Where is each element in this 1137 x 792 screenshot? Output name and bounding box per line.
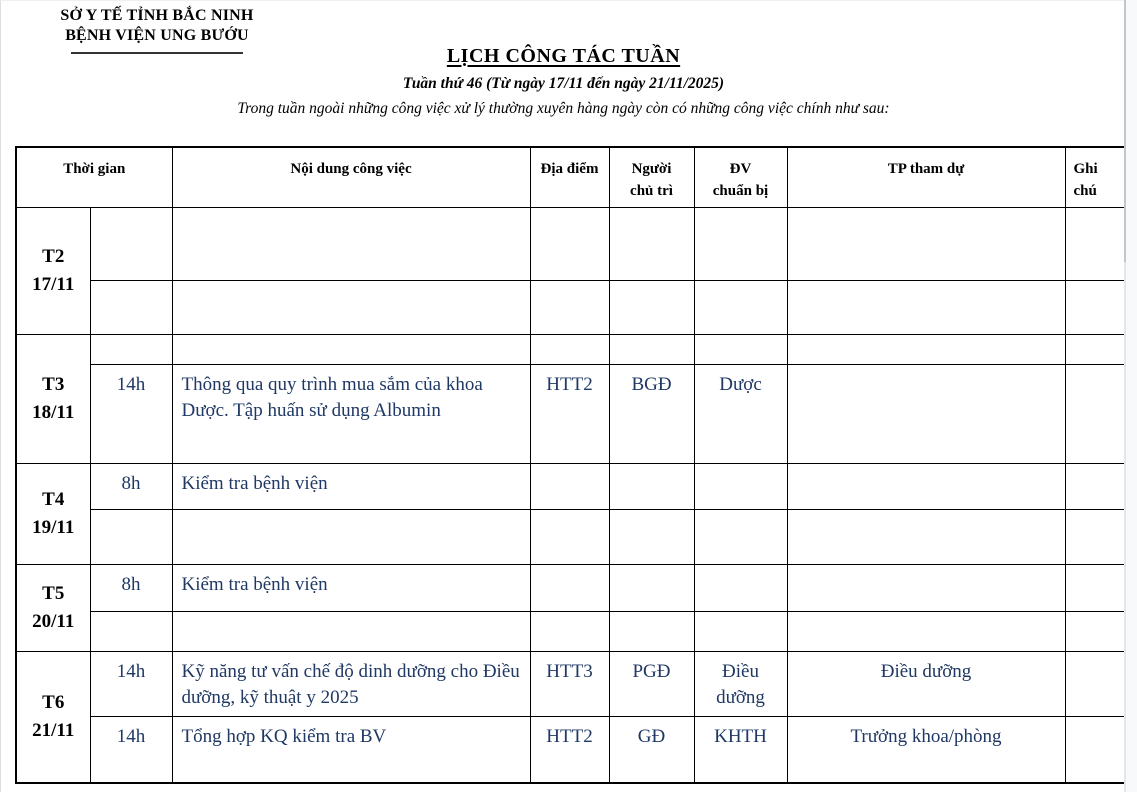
prep-cell: Dược bbox=[694, 364, 787, 463]
col-header-attendees: TP tham dự bbox=[787, 147, 1065, 207]
attendees-cell bbox=[787, 463, 1065, 509]
time-cell bbox=[90, 207, 172, 280]
content-cell bbox=[172, 334, 530, 364]
table-row bbox=[16, 564, 1125, 611]
chair-cell bbox=[609, 334, 694, 364]
attendees-cell bbox=[787, 207, 1065, 280]
time-cell bbox=[90, 280, 172, 334]
day-label: T2 bbox=[42, 245, 65, 267]
col-header-prep bbox=[694, 147, 787, 207]
table-header-row bbox=[16, 147, 1125, 207]
day-cell-t6 bbox=[16, 651, 90, 783]
notes-cell bbox=[1065, 463, 1125, 509]
col-header-content: Nội dung công việc bbox=[172, 147, 530, 207]
col-header-notes bbox=[1065, 147, 1125, 207]
col-header-chair-line2: chủ trì bbox=[630, 183, 673, 199]
day-date: 19/11 bbox=[32, 516, 75, 538]
notes-cell bbox=[1065, 564, 1125, 611]
content-cell bbox=[172, 207, 530, 280]
org-name-line2: BỆNH VIỆN UNG BƯỚU bbox=[65, 27, 249, 44]
location-cell: HTT2 bbox=[530, 364, 609, 463]
prep-cell: KHTH bbox=[694, 716, 787, 783]
attendees-cell bbox=[787, 280, 1065, 334]
notes-cell bbox=[1065, 611, 1125, 651]
table-row bbox=[16, 207, 1125, 280]
scrollbar-thumb[interactable] bbox=[1124, 0, 1126, 262]
day-label: T3 bbox=[42, 373, 65, 395]
scrollbar-track[interactable] bbox=[1125, 0, 1137, 792]
notes-cell bbox=[1065, 716, 1125, 783]
location-cell bbox=[530, 334, 609, 364]
time-cell: 14h bbox=[90, 716, 172, 783]
attendees-cell: Trưởng khoa/phòng bbox=[787, 716, 1065, 783]
notes-cell bbox=[1065, 334, 1125, 364]
table-row bbox=[16, 716, 1125, 783]
location-cell bbox=[530, 564, 609, 611]
attendees-cell: Điều dưỡng bbox=[787, 651, 1065, 716]
table-row bbox=[16, 463, 1125, 509]
location-cell bbox=[530, 207, 609, 280]
prep-cell bbox=[694, 280, 787, 334]
chair-cell bbox=[609, 463, 694, 509]
org-name-line1: SỞ Y TẾ TỈNH BẮC NINH bbox=[60, 7, 254, 24]
content-cell: Thông qua quy trình mua sắm của khoa Dược. Tập huấn sử dụng Albumin bbox=[172, 364, 530, 463]
notes-cell bbox=[1065, 364, 1125, 463]
attendees-cell bbox=[787, 509, 1065, 564]
chair-cell: PGĐ bbox=[609, 651, 694, 716]
prep-cell bbox=[694, 207, 787, 280]
chair-cell: BGĐ bbox=[609, 364, 694, 463]
day-date: 18/11 bbox=[32, 401, 75, 423]
location-cell: HTT2 bbox=[530, 716, 609, 783]
attendees-cell bbox=[787, 564, 1065, 611]
time-cell bbox=[90, 611, 172, 651]
table-row bbox=[16, 364, 1125, 463]
content-cell: Kỹ năng tư vấn chế độ dinh dưỡng cho Điều dưỡng, kỹ thuật y 2025 bbox=[172, 651, 530, 716]
table-row bbox=[16, 509, 1125, 564]
week-subtitle: Tuần thứ 46 (Từ ngày 17/11 đến ngày 21/11/2025) bbox=[402, 75, 725, 92]
col-header-notes-line2: chú bbox=[1073, 183, 1097, 199]
table-row bbox=[16, 611, 1125, 651]
day-cell-t4 bbox=[16, 463, 90, 564]
notes-cell bbox=[1065, 207, 1125, 280]
col-header-prep-line1: ĐV bbox=[729, 161, 752, 177]
content-cell: Tổng hợp KQ kiểm tra BV bbox=[172, 716, 530, 783]
chair-cell bbox=[609, 564, 694, 611]
day-label: T6 bbox=[42, 691, 65, 713]
prep-cell bbox=[694, 564, 787, 611]
location-cell bbox=[530, 280, 609, 334]
notes-cell bbox=[1065, 651, 1125, 716]
time-cell: 8h bbox=[90, 564, 172, 611]
prep-cell: Điều dưỡng bbox=[694, 651, 787, 716]
col-header-chair bbox=[609, 147, 694, 207]
schedule-table bbox=[15, 146, 1126, 784]
page-edge-line bbox=[1124, 262, 1126, 792]
time-cell: 14h bbox=[90, 651, 172, 716]
time-cell bbox=[90, 334, 172, 364]
table-row bbox=[16, 280, 1125, 334]
chair-cell bbox=[609, 207, 694, 280]
content-cell bbox=[172, 611, 530, 651]
day-date: 20/11 bbox=[32, 610, 75, 632]
chair-cell: GĐ bbox=[609, 716, 694, 783]
day-label: T5 bbox=[42, 582, 65, 604]
prep-cell bbox=[694, 509, 787, 564]
attendees-cell bbox=[787, 611, 1065, 651]
day-cell-t3 bbox=[16, 334, 90, 463]
table-row bbox=[16, 334, 1125, 364]
notes-cell bbox=[1065, 280, 1125, 334]
prep-cell bbox=[694, 611, 787, 651]
chair-cell bbox=[609, 611, 694, 651]
day-label: T4 bbox=[42, 488, 65, 510]
content-cell: Kiểm tra bệnh viện bbox=[172, 564, 530, 611]
title-block bbox=[1, 45, 1126, 118]
time-cell: 14h bbox=[90, 364, 172, 463]
intro-text: Trong tuần ngoài những công việc xử lý thường xuyên hàng ngày còn có những công việc chính như sau: bbox=[237, 100, 890, 117]
prep-cell bbox=[694, 334, 787, 364]
col-header-prep-line2: chuẩn bị bbox=[712, 183, 769, 199]
col-header-location: Địa điểm bbox=[530, 147, 609, 207]
location-cell bbox=[530, 509, 609, 564]
content-cell: Kiểm tra bệnh viện bbox=[172, 463, 530, 509]
location-cell bbox=[530, 611, 609, 651]
col-header-chair-line1: Người bbox=[631, 161, 672, 177]
col-header-time: Thời gian bbox=[16, 147, 172, 207]
chair-cell bbox=[609, 280, 694, 334]
col-header-notes-line1: Ghi bbox=[1073, 161, 1098, 177]
day-cell-t5 bbox=[16, 564, 90, 651]
content-cell bbox=[172, 509, 530, 564]
attendees-cell bbox=[787, 364, 1065, 463]
chair-cell bbox=[609, 509, 694, 564]
day-cell-t2 bbox=[16, 207, 90, 334]
location-cell: HTT3 bbox=[530, 651, 609, 716]
location-cell bbox=[530, 463, 609, 509]
notes-cell bbox=[1065, 509, 1125, 564]
prep-cell bbox=[694, 463, 787, 509]
time-cell: 8h bbox=[90, 463, 172, 509]
day-date: 21/11 bbox=[32, 719, 75, 741]
document-title: LỊCH CÔNG TÁC TUẦN bbox=[446, 45, 681, 67]
time-cell bbox=[90, 509, 172, 564]
table-row bbox=[16, 651, 1125, 716]
content-cell bbox=[172, 280, 530, 334]
day-date: 17/11 bbox=[32, 273, 75, 295]
attendees-cell bbox=[787, 334, 1065, 364]
